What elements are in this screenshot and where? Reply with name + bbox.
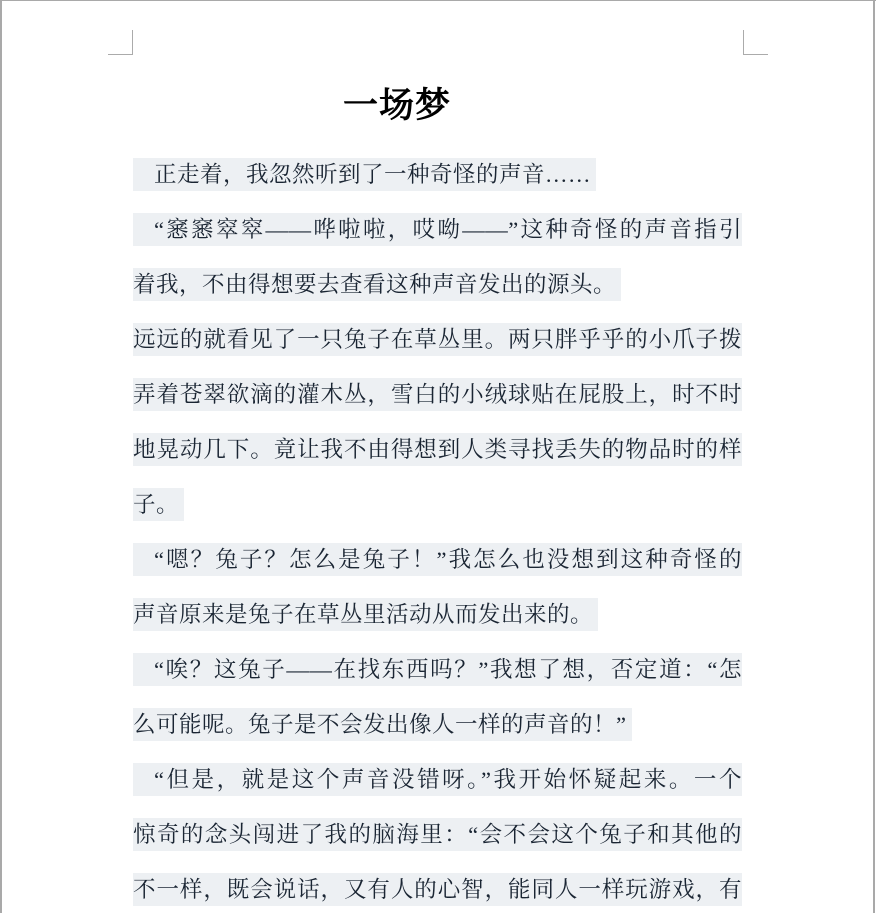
document-title[interactable]: 一场梦 — [343, 86, 452, 125]
crop-mark-top-right-vertical — [743, 30, 744, 55]
text-line[interactable]: 子。 — [133, 488, 184, 521]
crop-mark-top-left-vertical — [132, 30, 133, 55]
text-line[interactable]: 惊奇的念头闯进了我的脑海里：“会不会这个兔子和其他的 — [133, 818, 742, 851]
text-line[interactable]: “嗯？兔子？怎么是兔子！”我怎么也没想到这种奇怪的 — [133, 543, 742, 576]
text-line[interactable]: 正走着，我忽然听到了一种奇怪的声音…… — [133, 158, 596, 191]
text-line[interactable]: 着我，不由得想要去查看这种声音发出的源头。 — [133, 268, 621, 301]
text-line[interactable]: 么可能呢。兔子是不会发出像人一样的声音的！” — [133, 708, 632, 741]
text-line[interactable]: “但是，就是这个声音没错呀。”我开始怀疑起来。一个 — [133, 763, 742, 796]
text-line[interactable]: “窸窸窣窣——哗啦啦，哎呦——”这种奇怪的声音指引 — [133, 213, 742, 246]
text-line[interactable]: 弄着苍翠欲滴的灌木丛，雪白的小绒球贴在屁股上，时不时 — [133, 378, 742, 411]
text-line[interactable]: 远远的就看见了一只兔子在草丛里。两只胖乎乎的小爪子拨 — [133, 323, 742, 356]
text-line[interactable]: 声音原来是兔子在草丛里活动从而发出来的。 — [133, 598, 598, 631]
page-edge-left — [0, 0, 2, 913]
crop-mark-top-right-horizontal — [743, 54, 768, 55]
text-line[interactable]: 不一样，既会说话，又有人的心智，能同人一样玩游戏，有 — [133, 873, 742, 906]
crop-mark-top-left-horizontal — [108, 54, 133, 55]
page-edge-right — [873, 0, 875, 913]
text-line[interactable]: 地晃动几下。竟让我不由得想到人类寻找丢失的物品时的样 — [133, 433, 742, 466]
text-line[interactable]: “唉？这兔子——在找东西吗？”我想了想，否定道：“怎 — [133, 653, 742, 686]
page-edge-top — [0, 0, 876, 1]
